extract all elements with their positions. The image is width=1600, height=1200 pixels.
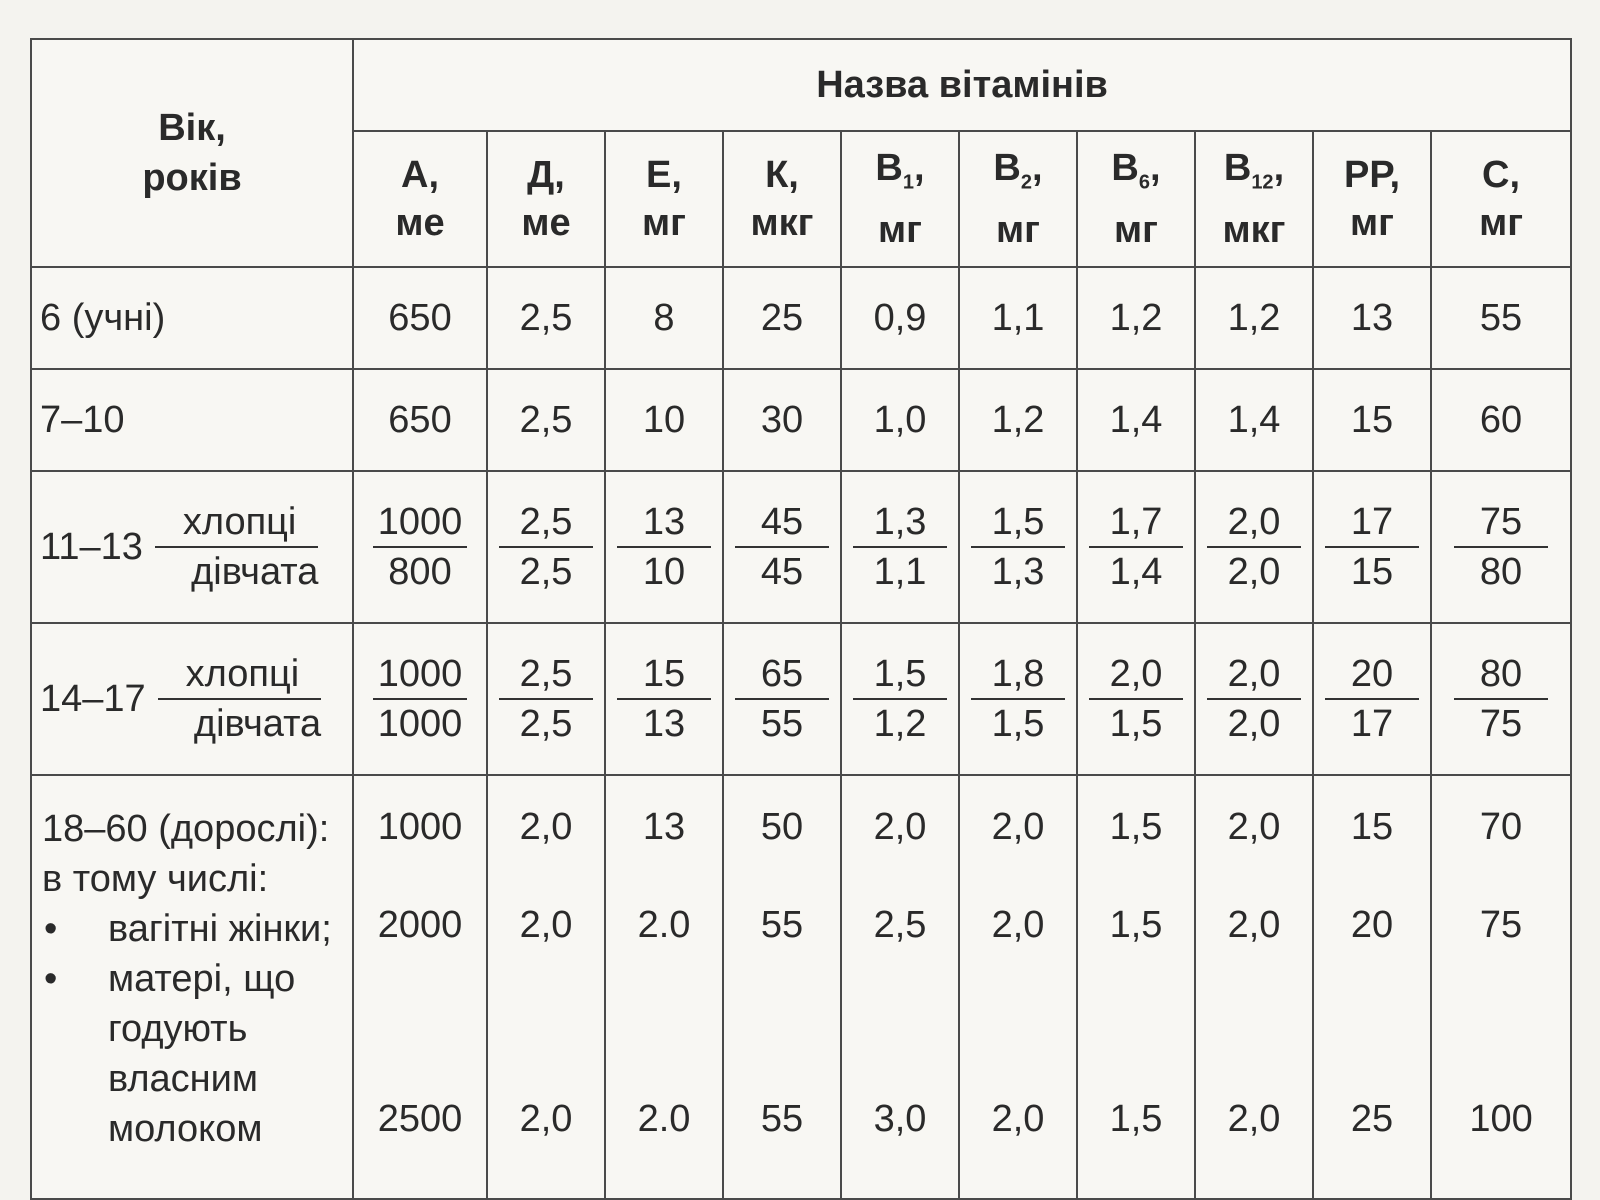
boys-value: 1,3 bbox=[853, 498, 947, 548]
vitamin-unit: ме bbox=[521, 202, 571, 244]
nursing-value: 25 bbox=[1350, 1098, 1394, 1140]
vitamin-name: РР, bbox=[1344, 154, 1400, 196]
pregnant-value: 2,0 bbox=[1227, 904, 1281, 946]
boys-value: 2,0 bbox=[1207, 498, 1301, 548]
vitamin-name: $В_{12}$, bbox=[1223, 146, 1285, 194]
boys-label: хлопці bbox=[155, 498, 319, 548]
fraction-cell bbox=[487, 623, 605, 775]
fraction-cell bbox=[1077, 623, 1195, 775]
boys-value: 2,5 bbox=[499, 498, 593, 548]
fraction-cell bbox=[1431, 623, 1571, 775]
value-cell: 0,9 bbox=[841, 267, 959, 369]
nursing-value: 100 bbox=[1469, 1098, 1533, 1140]
vitamin-name: $В_2$, bbox=[993, 146, 1043, 194]
adult-value-cell bbox=[723, 775, 841, 1199]
boys-value: 65 bbox=[735, 650, 829, 700]
value-cell: 2,5 bbox=[487, 267, 605, 369]
boys-value: 2,0 bbox=[1089, 650, 1183, 700]
fraction-cell bbox=[605, 623, 723, 775]
girls-value: 75 bbox=[1479, 703, 1523, 745]
boys-value: 1000 bbox=[373, 498, 467, 548]
nursing-value: 2,0 bbox=[1227, 1098, 1281, 1140]
adult-value-cell bbox=[959, 775, 1077, 1199]
nursing-value: 2,0 bbox=[519, 1098, 573, 1140]
age-column-header: Вік, років bbox=[31, 39, 353, 267]
boys-value: 15 bbox=[617, 650, 711, 700]
adult-value-cell bbox=[353, 775, 487, 1199]
fraction-cell bbox=[723, 471, 841, 623]
girls-value: 1,4 bbox=[1109, 551, 1163, 593]
adult-value: 15 bbox=[1350, 806, 1394, 848]
adult-value-cell bbox=[1431, 775, 1571, 1199]
girls-label: дівчата bbox=[193, 703, 322, 745]
fraction-cell bbox=[959, 623, 1077, 775]
girls-value: 45 bbox=[760, 551, 804, 593]
adult-value-cell bbox=[841, 775, 959, 1199]
value-cell: 60 bbox=[1431, 369, 1571, 471]
fraction-cell bbox=[841, 471, 959, 623]
adult-value: 1,5 bbox=[1109, 806, 1163, 848]
boys-value: 1,7 bbox=[1089, 498, 1183, 548]
value-cell: 55 bbox=[1431, 267, 1571, 369]
adult-value: 2,0 bbox=[1227, 806, 1281, 848]
vitamin-unit: мг bbox=[1350, 202, 1394, 244]
vitamin-name: А, bbox=[401, 154, 439, 196]
value-cell: 13 bbox=[1313, 267, 1431, 369]
fraction-cell bbox=[605, 471, 723, 623]
pregnant-value: 2,0 bbox=[991, 904, 1045, 946]
adult-label-line: годують bbox=[108, 1008, 248, 1050]
vitamin-name: $В_1$, bbox=[875, 146, 925, 194]
pregnant-value: 1,5 bbox=[1109, 904, 1163, 946]
girls-label: дівчата bbox=[191, 551, 319, 593]
age-cell bbox=[31, 471, 353, 623]
girls-value: 17 bbox=[1350, 703, 1394, 745]
nursing-value: 3,0 bbox=[873, 1098, 927, 1140]
vitamin-unit: ме bbox=[395, 202, 445, 244]
age-range: 11–13 bbox=[40, 525, 143, 568]
vitamin-name: С, bbox=[1482, 154, 1521, 196]
adult-value: 1000 bbox=[377, 806, 463, 848]
vitamin-unit: мкг bbox=[1222, 209, 1286, 252]
girls-value: 13 bbox=[642, 703, 686, 745]
adult-value: 2,0 bbox=[873, 806, 927, 848]
sex-split bbox=[155, 498, 319, 596]
vitamin-unit: мг bbox=[1114, 209, 1158, 252]
vitamin-header bbox=[841, 131, 959, 267]
boys-value: 13 bbox=[617, 498, 711, 548]
vitamin-header bbox=[1313, 131, 1431, 267]
girls-value: 800 bbox=[388, 551, 452, 593]
adult-value-cell bbox=[1313, 775, 1431, 1199]
adult-age-cell bbox=[31, 775, 353, 1199]
fraction-cell bbox=[1077, 471, 1195, 623]
adult-value-cell bbox=[1195, 775, 1313, 1199]
value-cell: 1,2 bbox=[1077, 267, 1195, 369]
nursing-value: 2.0 bbox=[637, 1098, 691, 1140]
value-cell: 1,4 bbox=[1077, 369, 1195, 471]
girls-value: 2,0 bbox=[1227, 551, 1281, 593]
adult-value: 70 bbox=[1479, 806, 1523, 848]
boys-value: 75 bbox=[1454, 498, 1548, 548]
age-range: 14–17 bbox=[40, 677, 146, 720]
vitamin-header bbox=[959, 131, 1077, 267]
girls-value: 2,0 bbox=[1227, 703, 1281, 745]
value-cell: 1,4 bbox=[1195, 369, 1313, 471]
value-cell: 25 bbox=[723, 267, 841, 369]
pregnant-value: 55 bbox=[760, 904, 804, 946]
boys-label: хлопці bbox=[158, 650, 322, 700]
girls-value: 1,5 bbox=[1109, 703, 1163, 745]
age-cell bbox=[31, 623, 353, 775]
adult-value: 13 bbox=[642, 806, 686, 848]
girls-value: 1,2 bbox=[873, 703, 927, 745]
adult-label-line: молоком bbox=[108, 1108, 263, 1150]
vitamin-header bbox=[723, 131, 841, 267]
value-cell: 15 bbox=[1313, 369, 1431, 471]
boys-value: 80 bbox=[1454, 650, 1548, 700]
vitamin-header bbox=[487, 131, 605, 267]
table-row bbox=[31, 623, 1571, 775]
vitamin-header bbox=[1195, 131, 1313, 267]
vitamin-header bbox=[1431, 131, 1571, 267]
girls-value: 55 bbox=[760, 703, 804, 745]
sex-split bbox=[158, 650, 322, 748]
age-cell: 7–10 bbox=[31, 369, 353, 471]
nursing-value: 55 bbox=[760, 1098, 804, 1140]
value-cell: 1,1 bbox=[959, 267, 1077, 369]
boys-value: 45 bbox=[735, 498, 829, 548]
value-cell: 650 bbox=[353, 267, 487, 369]
fraction-cell bbox=[1195, 471, 1313, 623]
value-cell: 1,2 bbox=[1195, 267, 1313, 369]
girls-value: 1000 bbox=[377, 703, 463, 745]
boys-value: 2,0 bbox=[1207, 650, 1301, 700]
nursing-value: 2,0 bbox=[991, 1098, 1045, 1140]
girls-value: 1,1 bbox=[873, 551, 927, 593]
vitamin-name: Д, bbox=[527, 154, 565, 196]
fraction-cell bbox=[487, 471, 605, 623]
adult-value-cell bbox=[487, 775, 605, 1199]
vitamin-norms-table bbox=[30, 38, 1572, 1200]
fraction-cell bbox=[723, 623, 841, 775]
value-cell: 2,5 bbox=[487, 369, 605, 471]
adult-value-cell bbox=[605, 775, 723, 1199]
adult-value-cell bbox=[1077, 775, 1195, 1199]
value-cell: 1,0 bbox=[841, 369, 959, 471]
boys-value: 1,5 bbox=[971, 498, 1065, 548]
girls-value: 1,3 bbox=[991, 551, 1045, 593]
pregnant-value: 2,5 bbox=[873, 904, 927, 946]
adult-label-line: • вагітні жінки; bbox=[42, 904, 352, 954]
boys-value: 2,5 bbox=[499, 650, 593, 700]
fraction-cell bbox=[959, 471, 1077, 623]
table-row bbox=[31, 369, 1571, 471]
pregnant-value: 2,0 bbox=[519, 904, 573, 946]
table-row bbox=[31, 471, 1571, 623]
fraction-cell bbox=[841, 623, 959, 775]
nursing-value: 1,5 bbox=[1109, 1098, 1163, 1140]
table-row-adults bbox=[31, 775, 1571, 1199]
vitamin-header bbox=[1077, 131, 1195, 267]
fraction-cell bbox=[353, 471, 487, 623]
vitamin-unit: мг bbox=[996, 209, 1040, 252]
girls-value: 15 bbox=[1350, 551, 1394, 593]
vitamin-name: Е, bbox=[646, 154, 682, 196]
adult-label-line: власним bbox=[108, 1058, 258, 1100]
boys-value: 20 bbox=[1325, 650, 1419, 700]
vitamin-unit: мг bbox=[878, 209, 922, 252]
vitamin-header bbox=[353, 131, 487, 267]
value-cell: 650 bbox=[353, 369, 487, 471]
adult-label-line: • матері, що bbox=[42, 954, 352, 1004]
girls-value: 10 bbox=[642, 551, 686, 593]
pregnant-value: 2.0 bbox=[637, 904, 691, 946]
adult-label-line: 18–60 (дорослі): bbox=[42, 808, 330, 850]
vitamin-name: К, bbox=[765, 154, 799, 196]
fraction-cell bbox=[1431, 471, 1571, 623]
value-cell: 8 bbox=[605, 267, 723, 369]
boys-value: 1,5 bbox=[853, 650, 947, 700]
girls-value: 2,5 bbox=[519, 703, 573, 745]
pregnant-value: 20 bbox=[1350, 904, 1394, 946]
vitamin-name: $В_6$, bbox=[1111, 146, 1161, 194]
value-cell: 10 bbox=[605, 369, 723, 471]
nursing-value: 2500 bbox=[377, 1098, 463, 1140]
girls-value: 2,5 bbox=[519, 551, 573, 593]
girls-value: 80 bbox=[1479, 551, 1523, 593]
value-cell: 1,2 bbox=[959, 369, 1077, 471]
pregnant-value: 2000 bbox=[377, 904, 463, 946]
boys-value: 1000 bbox=[373, 650, 467, 700]
fraction-cell bbox=[1195, 623, 1313, 775]
vitamin-header bbox=[605, 131, 723, 267]
table-row bbox=[31, 267, 1571, 369]
adult-value: 2,0 bbox=[519, 806, 573, 848]
vitamin-unit: мг bbox=[642, 202, 686, 244]
value-cell: 30 bbox=[723, 369, 841, 471]
vitamin-unit: мг bbox=[1479, 202, 1524, 244]
adult-value: 2,0 bbox=[991, 806, 1045, 848]
vitamins-title: Назва вітамінів bbox=[353, 39, 1571, 131]
adult-value: 50 bbox=[760, 806, 804, 848]
vitamin-unit: мкг bbox=[750, 202, 814, 244]
age-cell: 6 (учні) bbox=[31, 267, 353, 369]
fraction-cell bbox=[1313, 623, 1431, 775]
fraction-cell bbox=[1313, 471, 1431, 623]
boys-value: 17 bbox=[1325, 498, 1419, 548]
fraction-cell bbox=[353, 623, 487, 775]
adult-label-line: в тому числі: bbox=[42, 858, 269, 900]
boys-value: 1,8 bbox=[971, 650, 1065, 700]
girls-value: 1,5 bbox=[991, 703, 1045, 745]
pregnant-value: 75 bbox=[1479, 904, 1523, 946]
